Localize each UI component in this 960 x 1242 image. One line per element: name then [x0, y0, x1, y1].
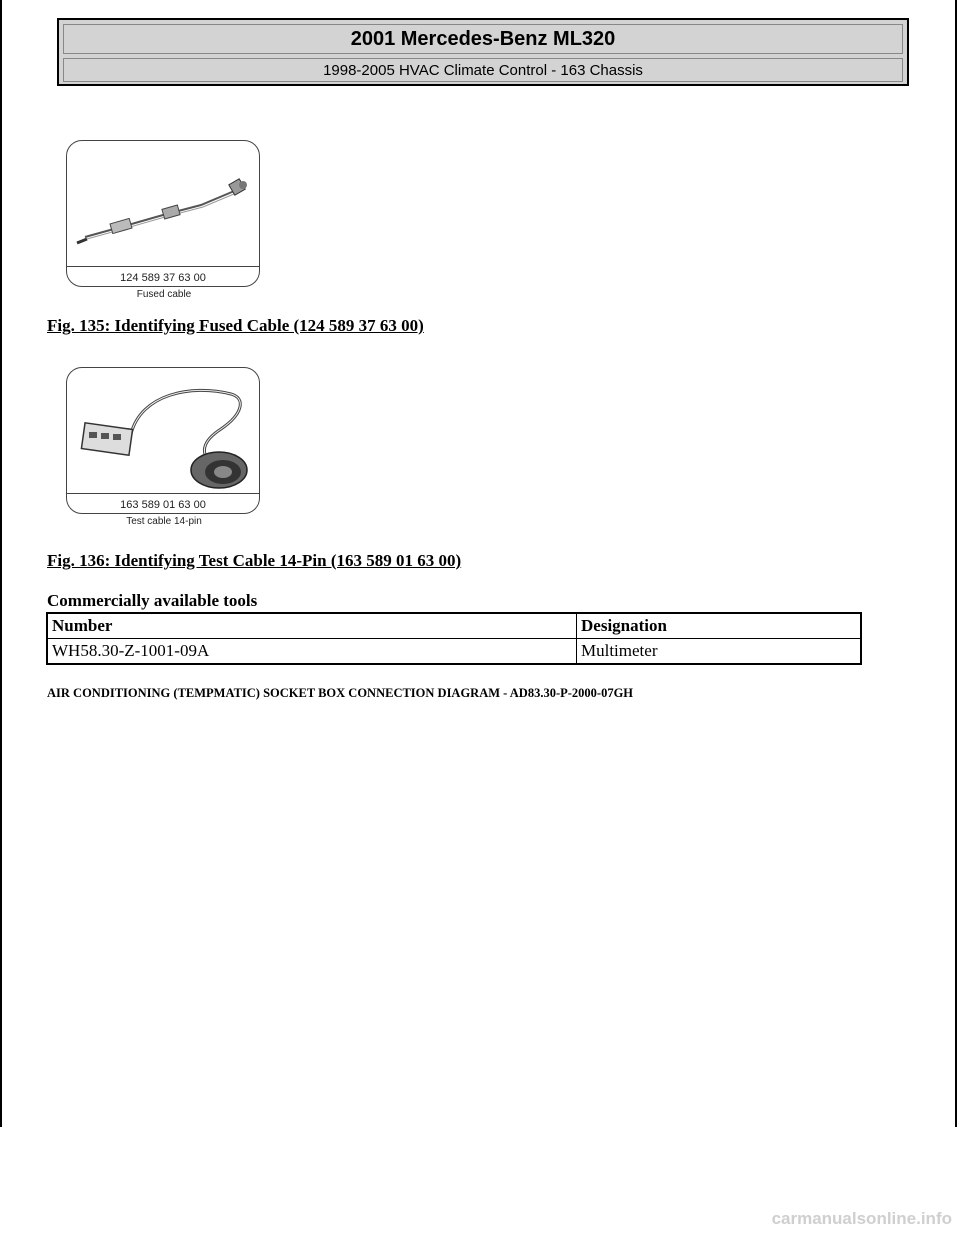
tool-designation-cell: Multimeter: [577, 639, 862, 665]
header-title: 2001 Mercedes-Benz ML320: [63, 24, 903, 54]
figure-frame: [66, 140, 260, 287]
figure-label: Fused cable: [136, 289, 192, 300]
figure-frame: [66, 367, 260, 514]
table-row: [47, 639, 861, 665]
fused-cable-illustration: [71, 147, 257, 265]
tools-table: [46, 612, 862, 665]
test-cable-illustration: [71, 374, 257, 492]
column-header-number: Number: [47, 613, 577, 639]
watermark: carmanualsonline.info: [771, 1209, 952, 1228]
figure-fused-cable: [66, 140, 262, 300]
figure-caption[interactable]: Fig. 136: Identifying Test Cable 14-Pin (163 589 01 63 00): [47, 551, 462, 570]
page-header: [57, 18, 909, 86]
column-header-designation: Designation: [577, 613, 862, 639]
figure-caption[interactable]: Fig. 135: Identifying Fused Cable (124 589 37 63 00): [47, 316, 424, 335]
figure-part-number: 163 589 01 63 00: [67, 493, 259, 516]
section-title: Commercially available tools: [47, 591, 258, 610]
table-header-row: [47, 613, 861, 639]
figure-label: Test cable 14-pin: [126, 516, 202, 527]
figure-test-cable: [66, 367, 262, 527]
header-subtitle: 1998-2005 HVAC Climate Control - 163 Chassis: [63, 58, 903, 82]
tool-number-cell: WH58.30-Z-1001-09A: [47, 639, 577, 665]
figure-part-number: 124 589 37 63 00: [67, 266, 259, 289]
diagram-title: AIR CONDITIONING (TEMPMATIC) SOCKET BOX CONNECTION DIAGRAM - AD83.30-P-2000-07GH: [47, 686, 634, 700]
